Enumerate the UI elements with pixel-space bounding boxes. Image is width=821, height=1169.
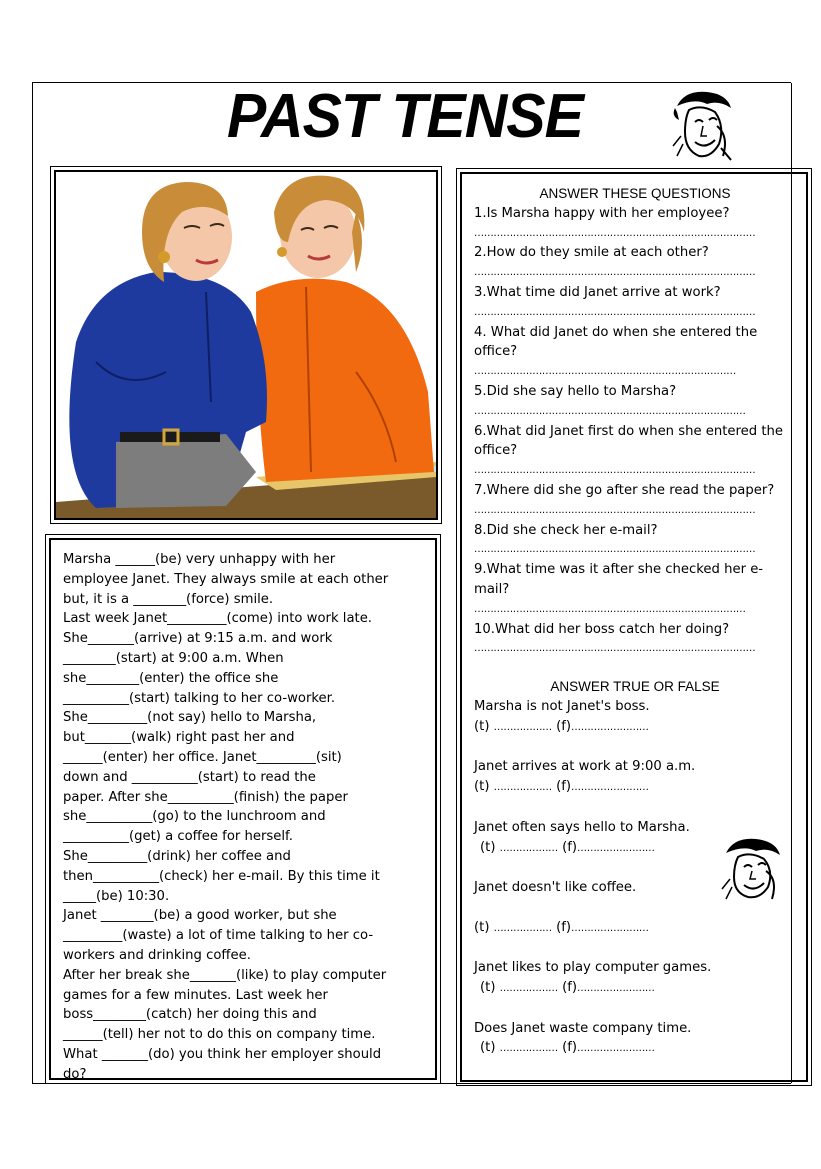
tf-options [474,918,796,939]
story-line: employee Janet. They always smile at each other [63,571,389,587]
true-answer-line[interactable]: ……………… [493,721,552,733]
true-label: (t) [474,919,490,935]
tf-statement: Janet doesn't like coffee. [474,880,637,896]
story-line: ________(start) at 9:00 a.m. When [63,650,284,666]
true-answer-line[interactable]: ……………… [499,1043,558,1055]
story-line: _________(waste) a lot of time talking to her co- [63,928,374,944]
story-line: ______(tell) her not to do this on company time. [63,1027,376,1043]
clip-art-face-icon [667,86,737,164]
answer-line[interactable]: …………………………………………………………………………… [474,504,756,516]
true-label: (t) [474,718,490,734]
tf-options [474,777,796,798]
story-line: then__________(check) her e-mail. By this time it [63,868,380,884]
answer-line[interactable]: …………………………………………………………………………… [474,267,756,279]
true-label: (t) [480,980,496,996]
story-line: __________(get) a coffee for herself. [63,829,293,845]
tf-statement: Marsha is not Janet's boss. [474,698,650,714]
story-line: but_______(walk) right past her and [63,730,295,746]
illustration-frame [50,166,442,524]
question: 4. What did Janet do when she entered the office? [474,324,758,360]
story-line: ______(enter) her office. Janet_________(sit) [63,749,342,765]
true-answer-line[interactable]: ……………… [493,782,552,794]
question: 7.Where did she go after she read the paper? [474,482,775,498]
false-answer-line[interactable]: …………………… [577,983,655,995]
question: 3.What time did Janet arrive at work? [474,284,721,300]
clip-art-face-icon [718,835,788,905]
tf-options [474,978,796,999]
false-label: (f) [562,839,578,855]
question: 6.What did Janet first do when she entered the office? [474,423,783,459]
story-line: but, it is a ________(force) smile. [63,591,274,607]
story-line: she__________(go) to the lunchroom and [63,809,326,825]
story-line: Last week Janet_________(come) into work late. [63,611,372,627]
true-answer-line[interactable]: ……………… [499,983,558,995]
question: 8.Did she check her e-mail? [474,522,658,538]
story-line: workers and drinking coffee. [63,947,251,963]
answer-line[interactable]: ………………………………………………………………………… [474,405,746,417]
false-answer-line[interactable]: …………………… [571,782,649,794]
answer-line[interactable]: …………………………………………………………………………… [474,544,756,556]
story-line: do? [63,1066,87,1082]
tf-options [474,1038,796,1059]
gap-fill-story [49,538,437,1080]
true-answer-line[interactable]: ……………… [499,842,558,854]
false-answer-line[interactable]: …………………… [577,1043,655,1055]
questions-heading: ANSWER THESE QUESTIONS [539,186,731,201]
story-line: She_________(drink) her coffee and [63,848,291,864]
false-answer-line[interactable]: …………………… [571,721,649,733]
question: 2.How do they smile at each other? [474,245,709,261]
two-women-illustration [56,172,436,518]
true-label: (t) [474,779,490,795]
page-title: PAST TENSE [227,82,583,151]
true-label: (t) [480,1040,496,1056]
false-label: (f) [556,919,572,935]
story-line: boss________(catch) her doing this and [63,1007,317,1023]
false-label: (f) [562,1040,578,1056]
true-answer-line[interactable]: ……………… [493,922,552,934]
story-line: _____(be) 10:30. [63,888,170,904]
tf-statement: Janet arrives at work at 9:00 a.m. [474,759,696,775]
story-line: Marsha ______(be) very unhappy with her [63,552,336,567]
answer-line[interactable]: …………………………………………………………………………… [474,306,756,318]
false-label: (f) [562,980,578,996]
tf-options [474,717,796,738]
answer-line[interactable]: …………………………………………………………………………… [474,465,756,477]
story-box [45,534,441,1084]
answer-line[interactable]: …………………………………………………………………………… [474,643,756,655]
story-line: down and __________(start) to read the [63,769,316,785]
question: 5.Did she say hello to Marsha? [474,383,677,399]
question: 1.Is Marsha happy with her employee? [474,205,730,221]
tf-statement: Does Janet waste company time. [474,1020,692,1036]
story-line: she________(enter) the office she [63,670,279,686]
story-line: After her break she_______(like) to play computer [63,967,387,983]
story-line: She_______(arrive) at 9:15 a.m. and work [63,631,333,647]
true-false-heading: ANSWER TRUE OR FALSE [550,679,720,695]
answer-line[interactable]: …………………………………………………………………………… [474,227,756,239]
story-line: What _______(do) you think her employer should [63,1046,382,1062]
false-label: (f) [556,718,572,734]
story-line: games for a few minutes. Last week her [63,987,328,1003]
tf-statement: Janet likes to play computer games. [474,960,712,976]
false-answer-line[interactable]: …………………… [577,842,655,854]
question: 10.What did her boss catch her doing? [474,621,730,637]
tf-statement: Janet often says hello to Marsha. [474,819,690,835]
story-line: paper. After she__________(finish) the paper [63,789,348,805]
question: 9.What time was it after she checked her e-mail? [474,562,764,597]
story-line: Janet ________(be) a good worker, but she [63,908,337,924]
answer-line[interactable]: ………………………………………………………………………… [474,603,746,615]
true-label: (t) [480,839,496,855]
story-line: She_________(not say) hello to Marsha, [63,710,317,726]
false-label: (f) [556,779,572,795]
questions-box [456,168,812,1086]
false-answer-line[interactable]: …………………… [571,922,649,934]
answer-line[interactable]: ……………………………………………………………………… [474,366,736,378]
story-line: __________(start) talking to her co-worker. [63,690,336,706]
